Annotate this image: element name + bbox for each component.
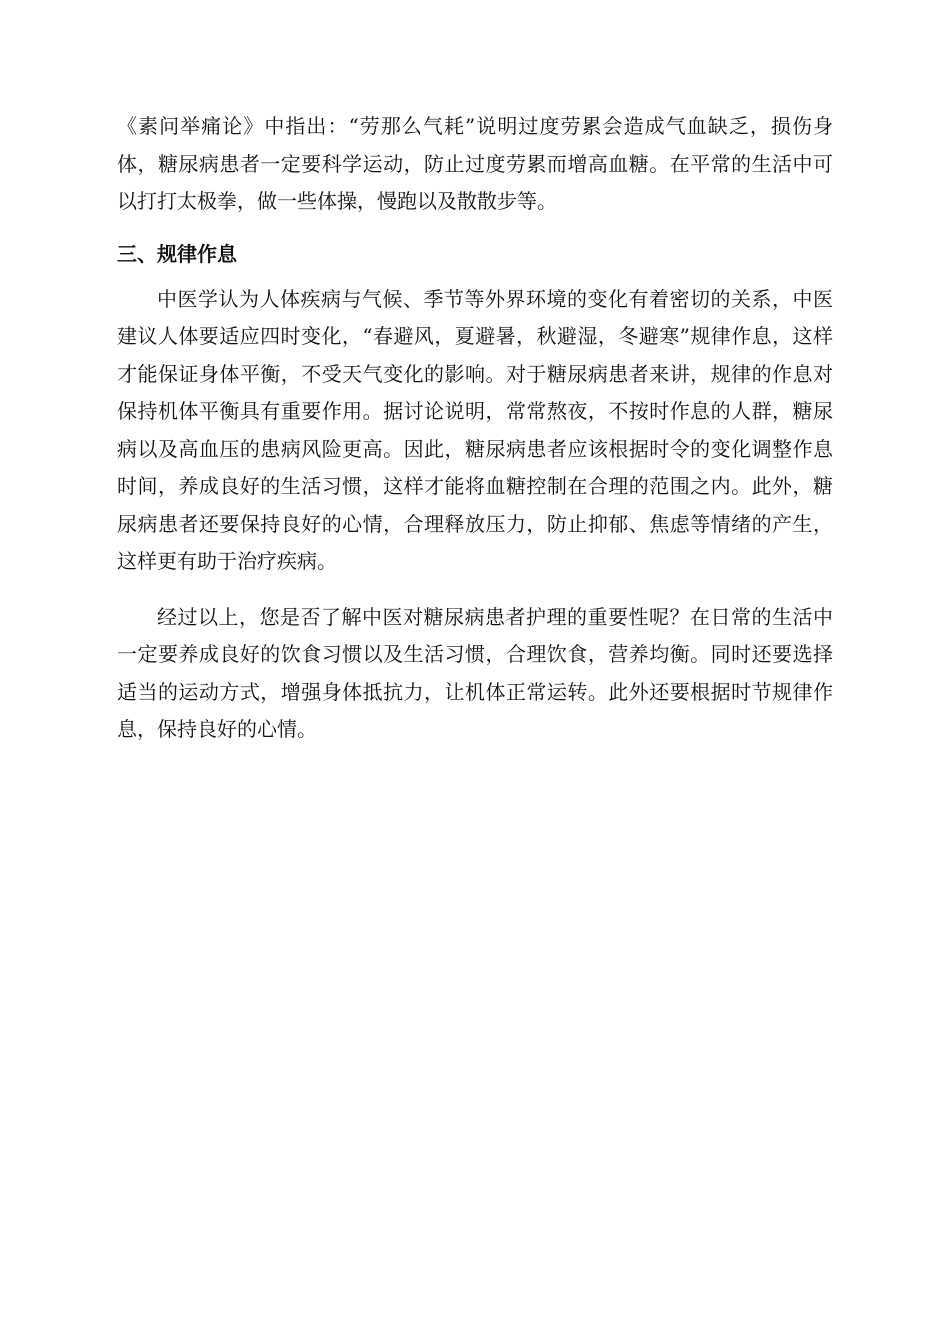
paragraph-regular-routine: 中医学认为人体疾病与气候、季节等外界环境的变化有着密切的关系，中医建议人体要适应四时变化，“春避风，夏避暑，秋避湿，冬避寒”规律作息，这样才能保证身体平衡，不受天气变化的影响。对于糖尿病患者来讲，规律的作息对保持机体平衡具有重要作用。据讨论说明，常常熬夜，不按时作息的人群，糖尿病以及高血压的患病风险更高。因此，糖尿病患者应该根据时令的变化调整作息时间，养成良好的生活习惯，这样才能将血糖控制在合理的范围之内。此外，糖尿病患者还要保持良好的心情，合理释放压力，防止抑郁、焦虑等情绪的产生，这样更有助于治疗疾病。 bbox=[117, 286, 833, 573]
paragraph-exercise-conclusion: 《素问举痛论》中指出：“劳那么气耗”说明过度劳累会造成气血缺乏，损伤身体，糖尿病患者一定要科学运动，防止过度劳累而增高血糖。在平常的生活中可以打打太极拳，做一些体操，慢跑以及散散步等。 bbox=[117, 114, 833, 213]
document-body bbox=[117, 108, 833, 749]
paragraph-summary: 经过以上，您是否了解中医对糖尿病患者护理的重要性呢？在日常的生活中一定要养成良好的饮食习惯以及生活习惯，合理饮食，营养均衡。同时还要选择适当的运动方式，增强身体抵抗力，让机体正常运转。此外还要根据时节规律作息，保持良好的心情。 bbox=[117, 604, 833, 741]
section-heading-regular-routine: 三、规律作息 bbox=[117, 241, 237, 266]
